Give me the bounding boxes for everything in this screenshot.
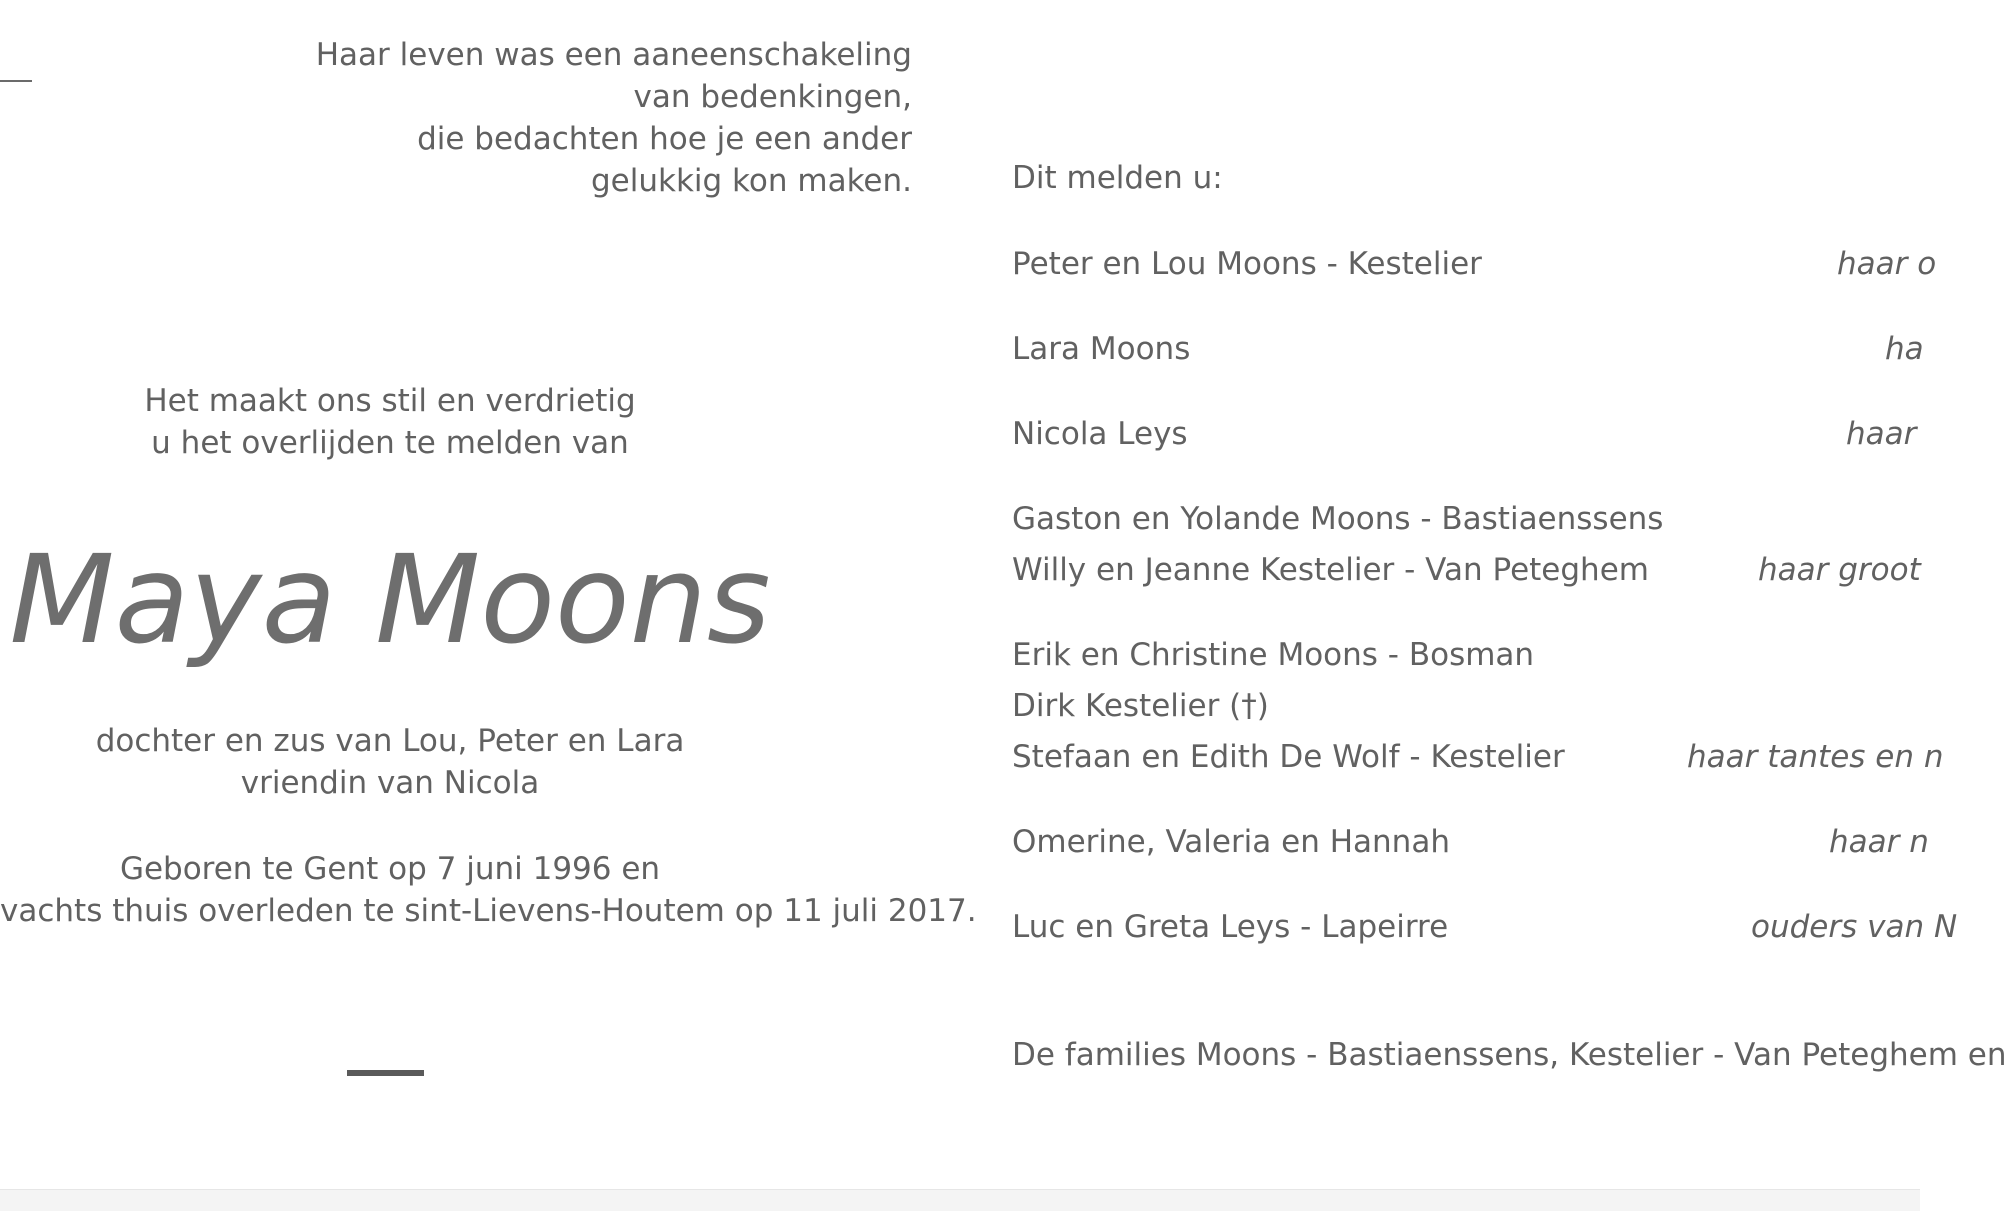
poem-line: gelukkig kon maken.: [591, 163, 912, 199]
family-relation: haar n: [1829, 824, 1929, 860]
family-relation: haar groot: [1758, 552, 1921, 588]
intro-line: u het overlijden te melden van: [151, 425, 629, 461]
family-names: Peter en Lou Moons - Kestelier: [1012, 246, 1482, 282]
family-group: [1012, 494, 1920, 596]
bottom-divider: [347, 1070, 424, 1076]
family-names: Dirk Kestelier (†): [1012, 688, 1269, 724]
announcement-heading: Dit melden u:: [1012, 160, 1223, 196]
birth-death-text: [0, 848, 977, 932]
family-relation: haar o: [1837, 246, 1937, 282]
family-relation: haar: [1846, 416, 1917, 452]
relation-line: dochter en zus van Lou, Peter en Lara: [95, 723, 685, 759]
family-names: Erik en Christine Moons - Bosman: [1012, 637, 1535, 673]
top-left-divider: [0, 80, 32, 82]
family-relation: ha: [1885, 331, 1924, 367]
intro-text: [0, 380, 780, 464]
page-footer-strip: [0, 1189, 1920, 1211]
family-names: Willy en Jeanne Kestelier - Van Peteghem: [1012, 552, 1649, 588]
birth-death-line: vachts thuis overleden te sint-Lievens-Houtem op 11 juli 2017.: [0, 893, 977, 929]
family-names: Nicola Leys: [1012, 416, 1188, 452]
family-names: Stefaan en Edith De Wolf - Kestelier: [1012, 739, 1565, 775]
family-relation: ouders van N: [1751, 909, 1958, 945]
relation-line: vriendin van Nicola: [240, 765, 540, 801]
poem-line: van bedenkingen,: [633, 79, 912, 115]
intro-line: Het maakt ons stil en verdrietig: [144, 383, 636, 419]
poem-line: Haar leven was een aaneenschakeling: [315, 37, 912, 73]
closing-families: De families Moons - Bastiaenssens, Kestelier - Van Peteghem en: [1012, 1037, 2007, 1073]
deceased-name: Maya Moons: [9, 529, 771, 671]
family-names: Luc en Greta Leys - Lapeirre: [1012, 909, 1449, 945]
poem: [316, 34, 912, 202]
family-names: Gaston en Yolande Moons - Bastiaenssens: [1012, 501, 1664, 537]
poem-line: die bedachten hoe je een ander: [417, 121, 912, 157]
relation-text: [0, 720, 780, 804]
family-group: [1012, 630, 1944, 783]
family-relation: haar tantes en n: [1687, 739, 1944, 775]
birth-death-line: Geboren te Gent op 7 juni 1996 en: [119, 851, 661, 887]
family-names: Omerine, Valeria en Hannah: [1012, 824, 1450, 860]
family-names: Lara Moons: [1012, 331, 1191, 367]
